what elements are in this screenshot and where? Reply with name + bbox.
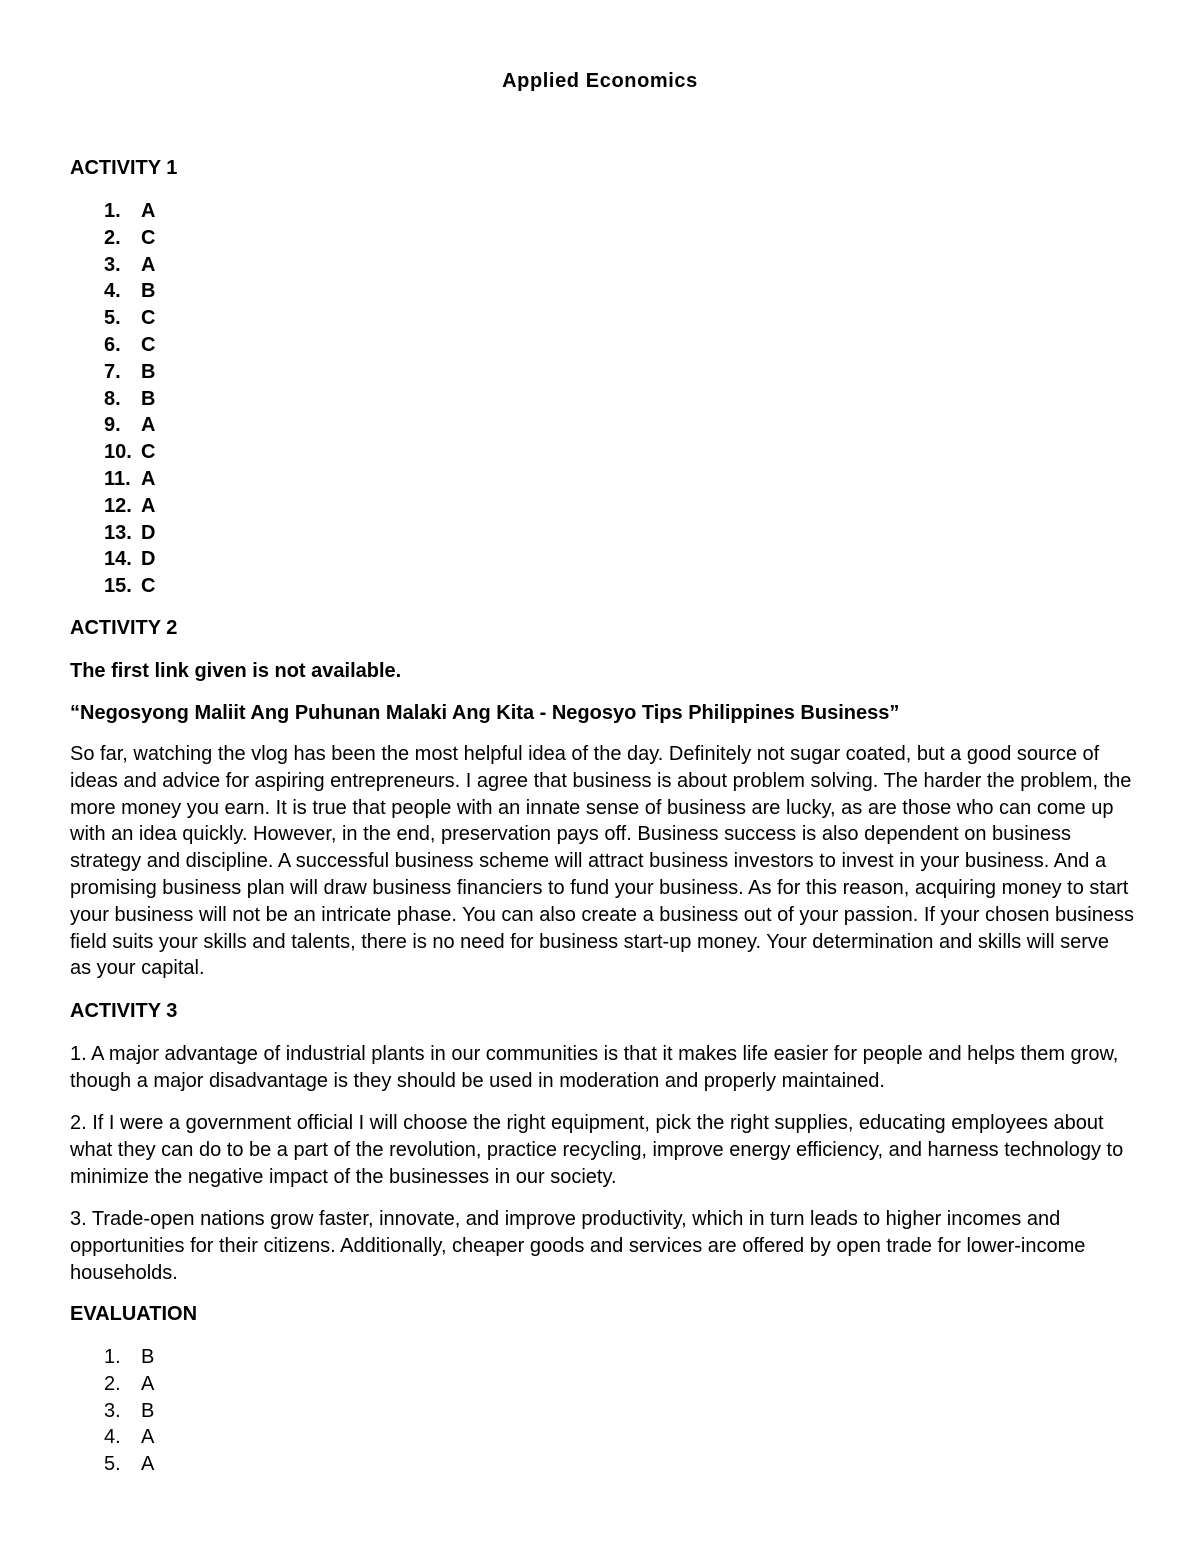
- activity3-answer-3: 3. Trade-open nations grow faster, innovate, and improve productivity, which in turn leads to higher incomes and opportunities for their citizens. Additionally, cheaper goods and services are offered by open trade for lower-income households.: [70, 1208, 1086, 1284]
- document-title: Applied Economics: [502, 70, 698, 92]
- activity1-heading: ACTIVITY 1: [70, 157, 178, 179]
- activity2-heading: ACTIVITY 2: [70, 617, 178, 639]
- activity2-video-title: “Negosyong Maliit Ang Puhunan Malaki Ang Kita - Negosyo Tips Philippines Business”: [70, 702, 900, 724]
- evaluation-heading: EVALUATION: [70, 1303, 198, 1325]
- activity3-answer-2: 2. If I were a government official I will choose the right equipment, pick the right supplies, educating employees about what they can do to be a part of the revolution, practice recycling, improve energy efficiency, and harness technology to minimize the negative impact of the businesses in our society.: [70, 1112, 1124, 1188]
- activity2-note: The first link given is not available.: [70, 660, 402, 682]
- activity3-heading: ACTIVITY 3: [70, 1000, 178, 1022]
- activity2-reflection: So far, watching the vlog has been the most helpful idea of the day. Definitely not sugar coated, but a good source of ideas and advice for aspiring entrepreneurs. I agree that business is about problem solving. The harder the problem, the more money you earn. It is true that people with an innate sense of business are lucky, as are those who can come up with an idea quickly. However, in the end, preservation pays off. Business success is also dependent on business strategy and discipline. A successful business scheme will attract business investors to invest in your business. And a promising business plan will draw business financiers to fund your business. As for this reason, acquiring money to start your business will not be an intricate phase. You can also create a business out of your passion. If your chosen business field suits your skills and talents, there is no need for business start-up money. Your determination and skills will serve as your capital.: [70, 743, 1134, 980]
- document-page: Applied Economics ACTIVITY 1 1. A 2. C 3. A 4. B 5. C 6. C 7. B 8. B 9. A 10. C 11. A 12. A 13. D 14. D 15. C ACTIVITY 2 The first link given is not available. “Negosyong Maliit Ang Puhunan Malaki Ang Kita - Negosyo Tips Philippines Business” So far, watching the vlog has been the most helpful idea of the day. Definitely not sugar coated, but a good source of ideas and advice for aspiring entrepreneurs. I agree that business is about problem solving. The harder the problem, the more money you earn. It is true that people with an innate sense of business are lucky, as are those who can come up with an idea quickly. However, in the end, preservation pays off. Business success is also dependent on business strategy and discipline. A successful business scheme will attract business investors to invest in your business. And a promising business plan will draw business financiers to fund your business. As for this reason, acquiring money to start your business will not be an intricate phase. You can also create a business out of your passion. If your chosen business field suits your skills and talents, there is no need for business start-up money. Your determination and skills will serve as your capital. ACTIVITY 3 1. A major advantage of industrial plants in our communities is that it makes life easier for people and helps them grow, though a major disadvantage is they should be used in moderation and properly maintained. 2. If I were a government official I will choose the right equipment, pick the right supplies, educating employees about what they can do to be a part of the revolution, practice recycling, improve energy efficiency, and harness technology to minimize the negative impact of the businesses in our society. 3. Trade-open nations grow faster, innovate, and improve productivity, which in turn leads to higher incomes and opportunities for their citizens. Additionally, cheaper goods and services are offered by open trade for lower-income households. EVALUATION 1. B 2. A 3. B 4. A 5. A: [0, 0, 1200, 1553]
- activity3-answer-1: 1. A major advantage of industrial plants in our communities is that it makes life easier for people and helps them grow, though a major disadvantage is they should be used in moderation and properly maintained.: [70, 1043, 1119, 1092]
